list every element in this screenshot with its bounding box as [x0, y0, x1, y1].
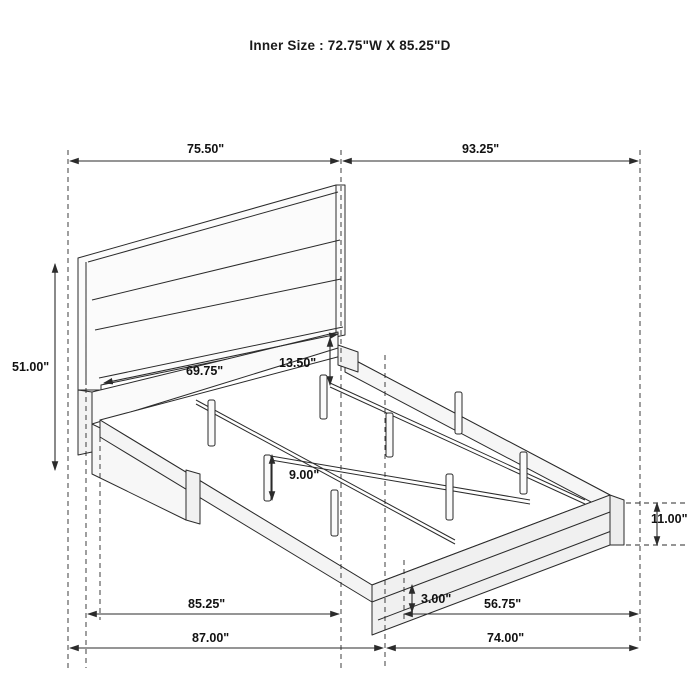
dimension-label-bed-length-top: 93.25" [462, 142, 500, 156]
front-leg [186, 470, 200, 524]
right-foot [610, 495, 624, 545]
dimension-label-headboard-panel-width: 69.75" [186, 364, 224, 378]
headboard-left-leg [78, 390, 92, 455]
dimension-label-foot-height: 11.00" [651, 512, 688, 526]
dimension-label-headboard-width-top: 75.50" [187, 142, 225, 156]
page-title: Inner Size : 72.75"W X 85.25"D [249, 38, 451, 53]
dimension-label-overall-height: 51.00" [12, 360, 50, 374]
dimension-label-rail-height: 13.50" [279, 356, 317, 370]
dimension-label-frame-width-lower: 56.75" [484, 597, 522, 611]
dimension-label-deck-height: 3.00" [421, 592, 452, 606]
dimension-label-frame-length-lower: 85.25" [188, 597, 226, 611]
dimension-label-overall-width: 74.00" [487, 631, 525, 645]
dimension-label-overall-length: 87.00" [192, 631, 230, 645]
dimension-label-slat-height: 9.00" [289, 468, 320, 482]
